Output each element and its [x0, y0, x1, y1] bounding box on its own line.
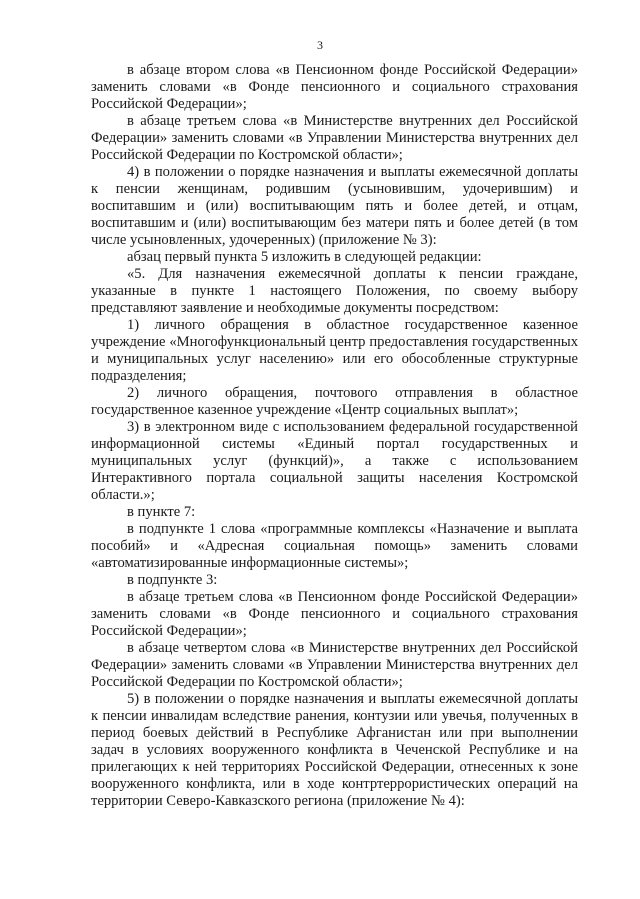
- paragraph: 5) в положении о порядке назначения и выплаты ежемесячной доплаты к пенсии инвалидам вследствие ранения, контузии или увечья, полученных в период боевых действий в Республике Афганистан или при выполнении задач в условиях вооруженного конфликта в Чеченской Республике и на прилегающих к ней территориях Российской Федерации, отнесенных к зоне вооруженного конфликта, или в ходе контртеррористических операций на территории Северо-Кавказского региона (приложение № 4):: [91, 691, 578, 809]
- paragraph: в абзаце четвертом слова «в Министерстве внутренних дел Российской Федерации» заменить словами «в Управлении Министерства внутренних дел Российской Федерации по Костромской области»;: [91, 640, 578, 690]
- document-body: [91, 62, 578, 810]
- paragraph: в подпункте 1 слова «программные комплексы «Назначение и выплата пособий» и «Адресная социальная помощь» заменить словами «автоматизированные информационные системы»;: [91, 521, 578, 571]
- paragraph: в подпункте 3:: [127, 572, 218, 588]
- paragraph: «5. Для назначения ежемесячной доплаты к пенсии граждане, указанные в пункте 1 настоящего Положения, по своему выбору представляют заявление и необходимые документы посредством:: [91, 266, 578, 316]
- paragraph: абзац первый пункта 5 изложить в следующей редакции:: [127, 249, 482, 265]
- paragraph: в абзаце втором слова «в Пенсионном фонде Российской Федерации» заменить словами «в Фонде пенсионного и социального страхования Российской Федерации»;: [91, 62, 578, 112]
- paragraph: в абзаце третьем слова «в Министерстве внутренних дел Российской Федерации» заменить словами «в Управлении Министерства внутренних дел Российской Федерации по Костромской области»;: [91, 113, 578, 163]
- paragraph: в пункте 7:: [127, 504, 196, 520]
- paragraph: в абзаце третьем слова «в Пенсионном фонде Российской Федерации» заменить словами «в Фонде пенсионного и социального страхования Российской Федерации»;: [91, 589, 578, 639]
- paragraph: 3) в электронном виде с использованием федеральной государственной информационной системы «Единый портал государственных и муниципальных услуг (функций)», а также с использованием Интерактивного портала социальной защиты населения Костромской области.»;: [91, 419, 578, 503]
- page-number: 3: [317, 38, 323, 52]
- paragraph: 2) личного обращения, почтового отправления в областное государственное казенное учреждение «Центр социальных выплат»;: [91, 385, 578, 418]
- paragraph: 4) в положении о порядке назначения и выплаты ежемесячной доплаты к пенсии женщинам, родившим (усыновившим, удочерившим) и воспитавшим и (или) воспитывающим пять и более детей, и отцам, воспитавшим и (или) воспитывающим без матери пять и более детей (в том числе усыновленных, удочеренных) (приложение № 3):: [91, 164, 578, 248]
- paragraph: 1) личного обращения в областное государственное казенное учреждение «Многофункциональный центр предоставления государственных и муниципальных услуг населению» или его обособленные структурные подразделения;: [91, 317, 578, 384]
